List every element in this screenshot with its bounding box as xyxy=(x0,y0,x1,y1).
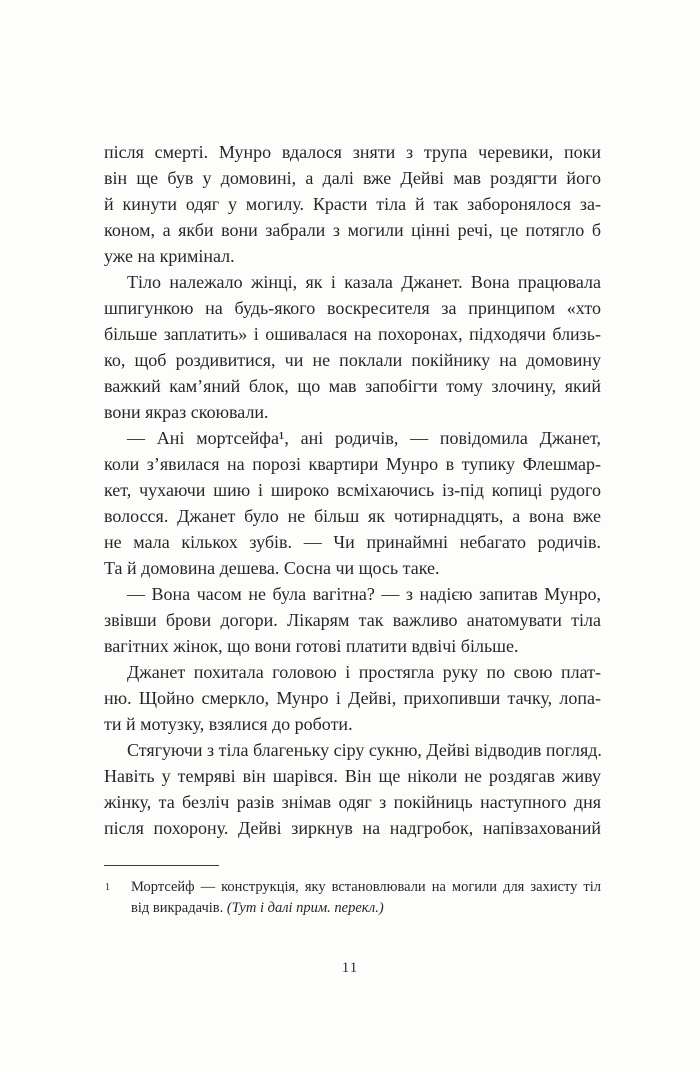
text-line: вагітних жінок, що вони готові платити вдвічі більше. xyxy=(104,636,519,656)
footnote-text: Мортсейф — конструкція, яку встановлювали на могили для захисту тіл від викрадачів. xyxy=(131,879,601,916)
footnote-source-note: (Тут і далі прим. перекл.) xyxy=(226,900,384,916)
paragraph xyxy=(104,425,601,581)
paragraph xyxy=(104,581,601,659)
text-line: Джанет похитала головою і простягла руку по свою плат- xyxy=(127,662,601,682)
paragraph xyxy=(104,737,601,841)
paragraph xyxy=(104,659,601,737)
text-line: — Ані мортсейфа¹, ані родичів, — повідомила Джанет, xyxy=(127,428,601,448)
text-line: коном, а якби вони забрали з могили цінні речі, це потягло б xyxy=(104,220,601,240)
footnote-marker: 1 xyxy=(105,882,110,893)
footnote xyxy=(104,865,601,919)
text-line: Стягуючи з тіла благеньку сіру сукню, Дейві відводив погляд. xyxy=(127,740,602,760)
text-line: не мала кількох зубів. — Чи принаймні небагато родичів. xyxy=(104,532,601,552)
text-line: після похорону. Дейві зиркнув на надгробок, напівзахований xyxy=(104,818,601,838)
page-number: 11 xyxy=(341,960,359,976)
body-text xyxy=(104,139,601,841)
text-line: звівши брови догори. Лікарям так важливо анатомувати тіла xyxy=(104,610,601,630)
text-line: важкий кам’яний блок, що мав запобігти тому злочину, який xyxy=(104,376,601,396)
text-line: ти й мотузку, взялися до роботи. xyxy=(104,714,353,734)
text-line: кет, чухаючи шию і широко всміхаючись із-під копиці рудого xyxy=(104,480,601,500)
text-line: після смерті. Мунро вдалося зняти з трупа черевики, поки xyxy=(104,142,601,162)
text-line: Та й домовина дешева. Сосна чи щось таке. xyxy=(104,558,440,578)
text-line: ню. Щойно смеркло, Мунро і Дейві, прихопивши тачку, лопа- xyxy=(104,688,601,708)
text-line: вони якраз скоювали. xyxy=(104,402,269,422)
paragraph xyxy=(104,269,601,425)
text-line: він ще був у домовині, а далі вже Дейві мав роздягти його xyxy=(104,168,601,188)
footnote-separator xyxy=(104,865,219,866)
text-line: шпигункою на будь-якого воскресителя за принципом «хто xyxy=(104,298,601,318)
text-line: й кинути одяг у могилу. Красти тіла й так заборонялося за- xyxy=(104,194,601,214)
footnote-body xyxy=(104,877,601,919)
paragraph xyxy=(104,139,601,269)
text-line: уже на кримінал. xyxy=(104,246,235,266)
text-line: жінку, та безліч разів знімав одяг з покійниць наступного дня xyxy=(104,792,601,812)
text-line: — Вона часом не була вагітна? — з надією запитав Мунро, xyxy=(127,584,601,604)
text-line: більше заплатить» і ошивалася на похоронах, підходячи близь- xyxy=(104,324,601,344)
text-line: Тіло належало жінці, як і казала Джанет. Вона працювала xyxy=(127,272,601,292)
text-line: волосся. Джанет було не більш як чотирнадцять, а вона вже xyxy=(104,506,601,526)
text-line: ко, щоб роздивитися, чи не поклали покійнику на домовину xyxy=(104,350,601,370)
text-line: Навіть у темряві він шарівся. Він ще ніколи не роздягав живу xyxy=(104,766,601,786)
text-line: коли з’явилася на порозі квартири Мунро в тупику Флешмар- xyxy=(104,454,601,474)
